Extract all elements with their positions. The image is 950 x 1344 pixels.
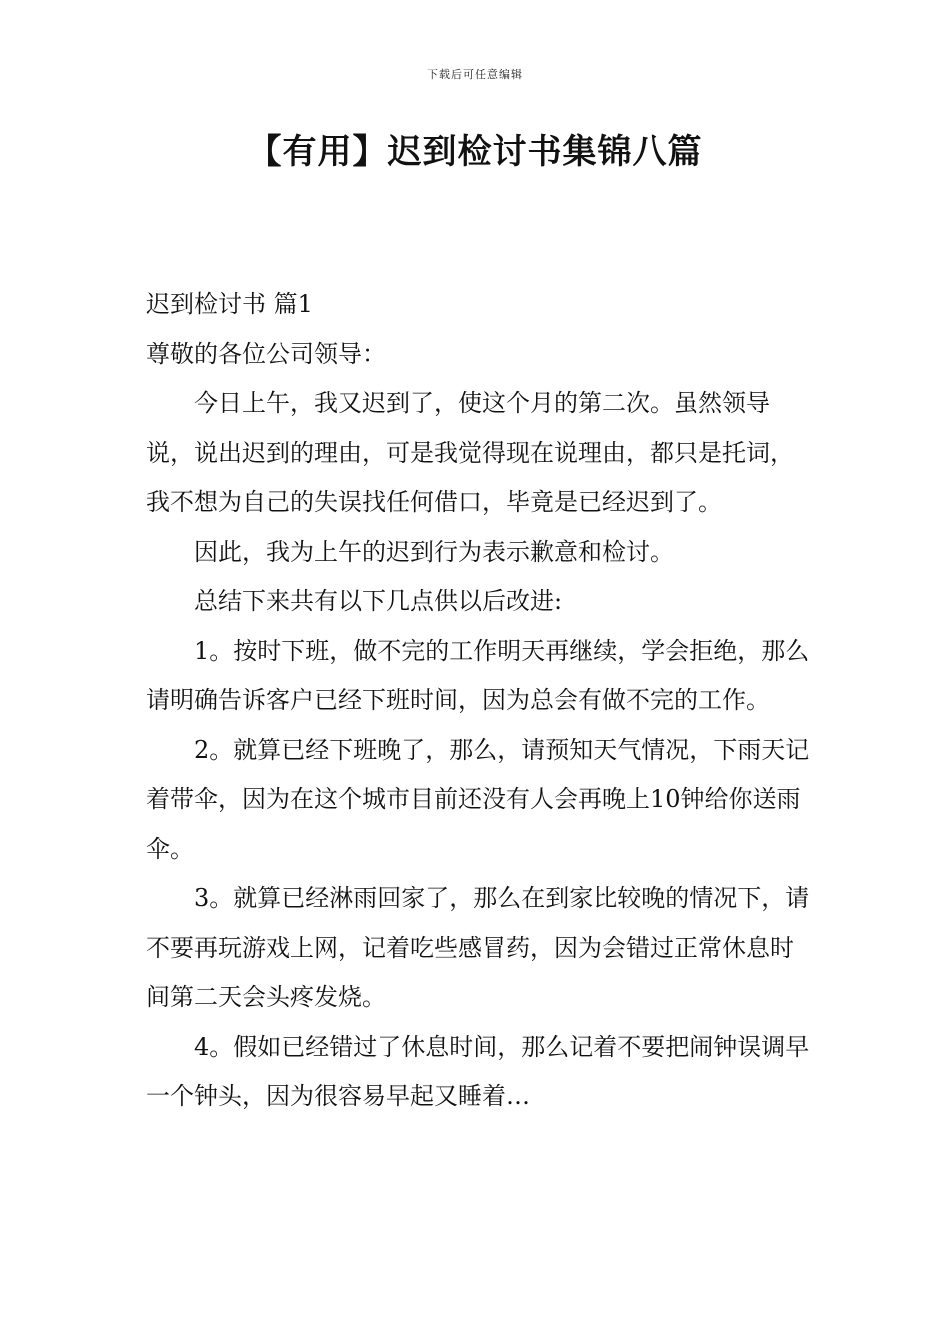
paragraph: 今日上午，我又迟到了，使这个月的第二次。虽然领导说，说出迟到的理由，可是我觉得现在说理由，都只是托词，我不想为自己的失误找任何借口，毕竟是已经迟到了。 bbox=[146, 389, 794, 516]
list-item: 4。假如已经错过了休息时间，那么记着不要把闹钟误调早一个钟头，因为很容易早起又睡着… bbox=[146, 1032, 810, 1110]
document-body bbox=[146, 280, 810, 1122]
section-heading: 迟到检讨书 篇1 bbox=[146, 290, 313, 318]
document-title: 【有用】迟到检讨书集锦八篇 bbox=[247, 132, 703, 172]
list-item: 1。按时下班，做不完的工作明天再继续，学会拒绝，那么请明确告诉客户已经下班时间，因为总会有做不完的工作。 bbox=[146, 636, 810, 714]
header-note: 下载后可任意编辑 bbox=[427, 68, 523, 81]
paragraph: 因此，我为上午的迟到行为表示歉意和检讨。 bbox=[194, 537, 674, 566]
salutation: 尊敬的各位公司领导： bbox=[146, 339, 386, 368]
list-item: 2。就算已经下班晚了，那么，请预知天气情况，下雨天记着带伞，因为在这个城市目前还没有人会再晚上10钟给你送雨伞。 bbox=[146, 735, 810, 863]
paragraph: 总结下来共有以下几点供以后改进: bbox=[194, 587, 563, 615]
list-item: 3。就算已经淋雨回家了，那么在到家比较晚的情况下，请不要再玩游戏上网，记着吃些感冒药，因为会错过正常休息时间第二天会头疼发烧。 bbox=[146, 884, 810, 1011]
